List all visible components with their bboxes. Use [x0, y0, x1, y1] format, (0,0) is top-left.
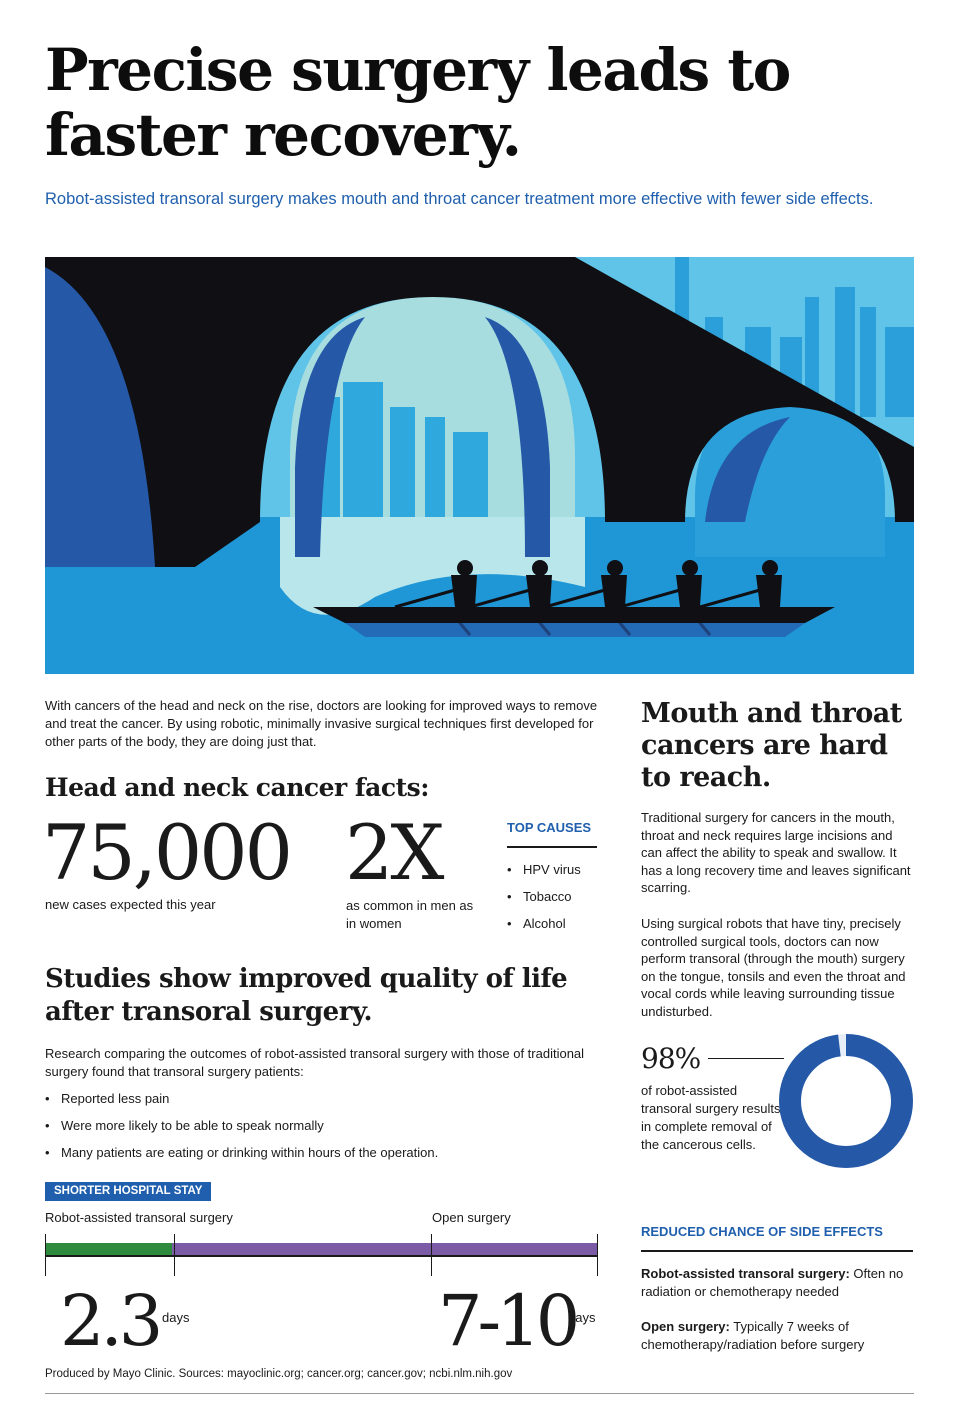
list-item: • Tobacco: [507, 887, 581, 914]
sources-credit: Produced by Mayo Clinic. Sources: mayoclinic.org; cancer.org; cancer.gov; ncbi.nlm.nih.gov: [45, 1368, 513, 1380]
removal-donut-chart: [778, 1033, 914, 1169]
new-cases-value: 75,000: [42, 808, 290, 897]
bullet-icon: •: [45, 1091, 50, 1106]
bullet-icon: •: [507, 862, 512, 877]
page-title: Precise surgery leads to faster recovery.: [45, 36, 790, 169]
stay-tick-open-max: [597, 1234, 598, 1276]
bullet-icon: •: [45, 1145, 50, 1160]
removal-percent-value: 98%: [641, 1042, 701, 1075]
reach-paragraph-2: Using surgical robots that have tiny, precisely controlled surgical tools, doctors can now perform transoral (through the mouth) surgery on the tongue, tonsils and even the throat and vocal cords while leaving surrounding tissue undisturbed.: [641, 916, 906, 1019]
removal-percent-label: of robot-assisted transoral surgery results in complete removal of the cancerous cells.: [641, 1083, 781, 1152]
side-effects-title: REDUCED CHANCE OF SIDE EFFECTS: [641, 1224, 883, 1239]
gender-ratio-value: 2X: [345, 808, 442, 897]
open-stay-unit: days: [568, 1310, 596, 1325]
intro-paragraph: With cancers of the head and neck on the rise, doctors are looking for improved ways to remove and treat the cancer. By using robotic, minimally invasive surgical techniques first developed for other parts of the body, they are doing just that.: [45, 698, 598, 749]
list-item: • HPV virus: [507, 860, 581, 887]
list-item: • Alcohol: [507, 914, 581, 941]
open-stay-value: 7-10: [438, 1280, 576, 1362]
robot-surgery-label: Robot-assisted transoral surgery: [45, 1210, 233, 1225]
robot-stay-unit: days: [162, 1310, 190, 1325]
reach-heading: Mouth and throat cancers are hard to reach.: [641, 698, 902, 793]
top-causes-divider: [507, 846, 597, 848]
robot-stay-bar: [45, 1243, 172, 1255]
reach-paragraph-1: Traditional surgery for cancers in the mouth, throat and neck requires large incisions and can affect the ability to speak and swallow. It has a long recovery time and leaves significant scarring.: [641, 810, 911, 896]
side-effects-robot: Robot-assisted transoral surgery: Often no radiation or chemotherapy needed: [641, 1266, 904, 1299]
removal-leader-line: [708, 1058, 784, 1059]
stay-axis-line: [45, 1255, 598, 1257]
side-effects-divider: [641, 1250, 913, 1252]
list-item: • Reported less pain: [45, 1089, 438, 1116]
page-subtitle: Robot-assisted transoral surgery makes mouth and throat cancer treatment more effective with fewer side effects.: [45, 190, 874, 208]
side-effects-open: Open surgery: Typically 7 weeks of chemotherapy/radiation before surgery: [641, 1319, 865, 1352]
donut-arc: [790, 1045, 902, 1157]
facts-heading: Head and neck cancer facts:: [45, 773, 429, 802]
footer-divider: [45, 1393, 914, 1394]
top-causes-list: [507, 860, 581, 941]
bridge-rowers-illustration: [45, 257, 914, 674]
studies-list: [45, 1089, 438, 1170]
top-causes-title: TOP CAUSES: [507, 820, 592, 835]
stay-tick-robot: [174, 1234, 175, 1276]
robot-stay-value: 2.3: [60, 1280, 160, 1362]
hospital-stay-badge: SHORTER HOSPITAL STAY: [45, 1182, 211, 1201]
bullet-icon: •: [507, 916, 512, 931]
stay-tick-open-min: [431, 1234, 432, 1276]
open-surgery-label: Open surgery: [432, 1210, 511, 1225]
stay-tick-start: [45, 1234, 46, 1276]
list-item: • Many patients are eating or drinking within hours of the operation.: [45, 1143, 438, 1170]
bullet-icon: •: [45, 1118, 50, 1133]
hero-illustration: [45, 257, 914, 674]
list-item: • Were more likely to be able to speak normally: [45, 1116, 438, 1143]
bullet-icon: •: [507, 889, 512, 904]
studies-paragraph: Research comparing the outcomes of robot-assisted transoral surgery with those of traditional surgery found that transoral surgery patients:: [45, 1046, 585, 1079]
studies-heading: Studies show improved quality of life after transoral surgery.: [45, 964, 568, 1027]
open-stay-bar: [172, 1243, 598, 1255]
new-cases-label: new cases expected this year: [45, 897, 216, 912]
gender-ratio-label: as common in men as in women: [346, 898, 474, 931]
